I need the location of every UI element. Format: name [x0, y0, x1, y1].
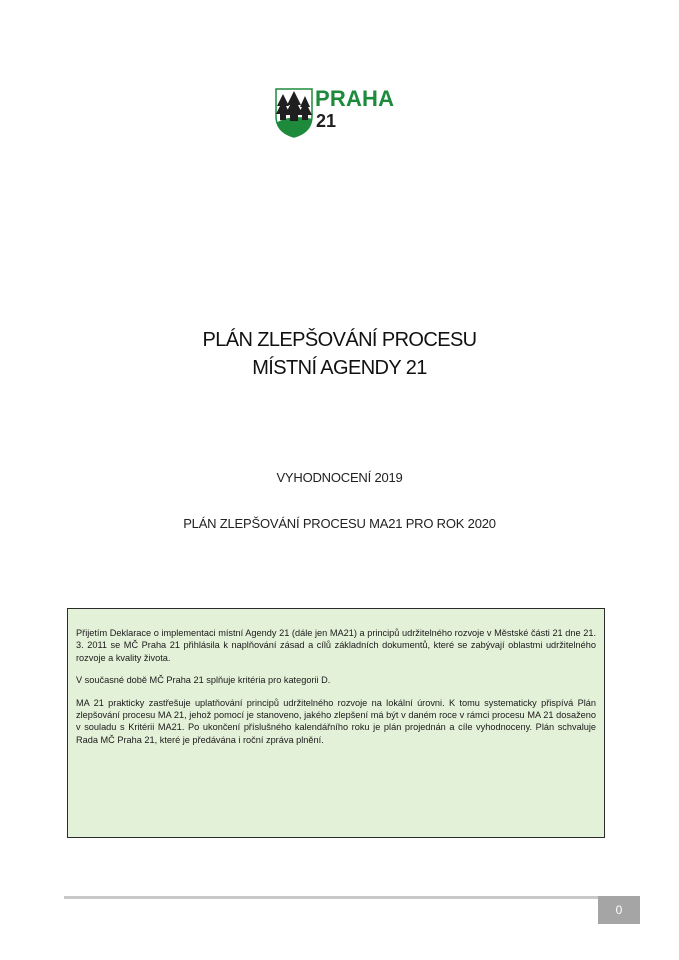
shield-trees-icon	[274, 86, 314, 138]
info-paragraph-1: Přijetím Deklarace o implementaci místní Agendy 21 (dále jen MA21) a principů udržitelného rozvoje v Městské části 21 dne 21. 3. 2011 se MČ Praha 21 přihlásila k naplňování zásad a cílů základních dokumentů, které se zabývají oblastmi udržitelného rozvoje a kvality života.	[76, 628, 596, 663]
title-line-2: MÍSTNÍ AGENDY 21	[252, 357, 427, 379]
title-line-1: PLÁN ZLEPŠOVÁNÍ PROCESU	[202, 329, 477, 351]
subtitle-evaluation: VYHODNOCENÍ 2019	[276, 470, 403, 485]
logo-text-praha: PRAHA	[315, 86, 395, 111]
page-number: 0	[598, 896, 640, 924]
document-title	[0, 326, 679, 382]
info-box	[67, 608, 605, 838]
info-paragraph-2: V současné době MČ Praha 21 splňuje kritéria pro kategorii D.	[76, 675, 331, 686]
praha-21-logo	[274, 86, 398, 138]
subtitle-plan: PLÁN ZLEPŠOVÁNÍ PROCESU MA21 PRO ROK 2020	[183, 516, 496, 531]
footer-divider	[64, 896, 598, 899]
logo-text-21: 21	[316, 111, 337, 131]
info-paragraph-3: MA 21 prakticky zastřešuje uplatňování principů udržitelného rozvoje na lokální úrovni. K tomu systematicky přispívá Plán zlepšování procesu MA 21, jehož pomocí je stanoveno, jakého zlepšení má být v daném roce v rámci procesu MA 21 dosaženo v souladu s Kritérii MA21. Po ukončení příslušného kalendářního roku je plán projednán a cíle vyhodnoceny. Plán schvaluje Rada MČ Praha 21, které je předávána i roční zpráva plnění.	[76, 697, 596, 745]
